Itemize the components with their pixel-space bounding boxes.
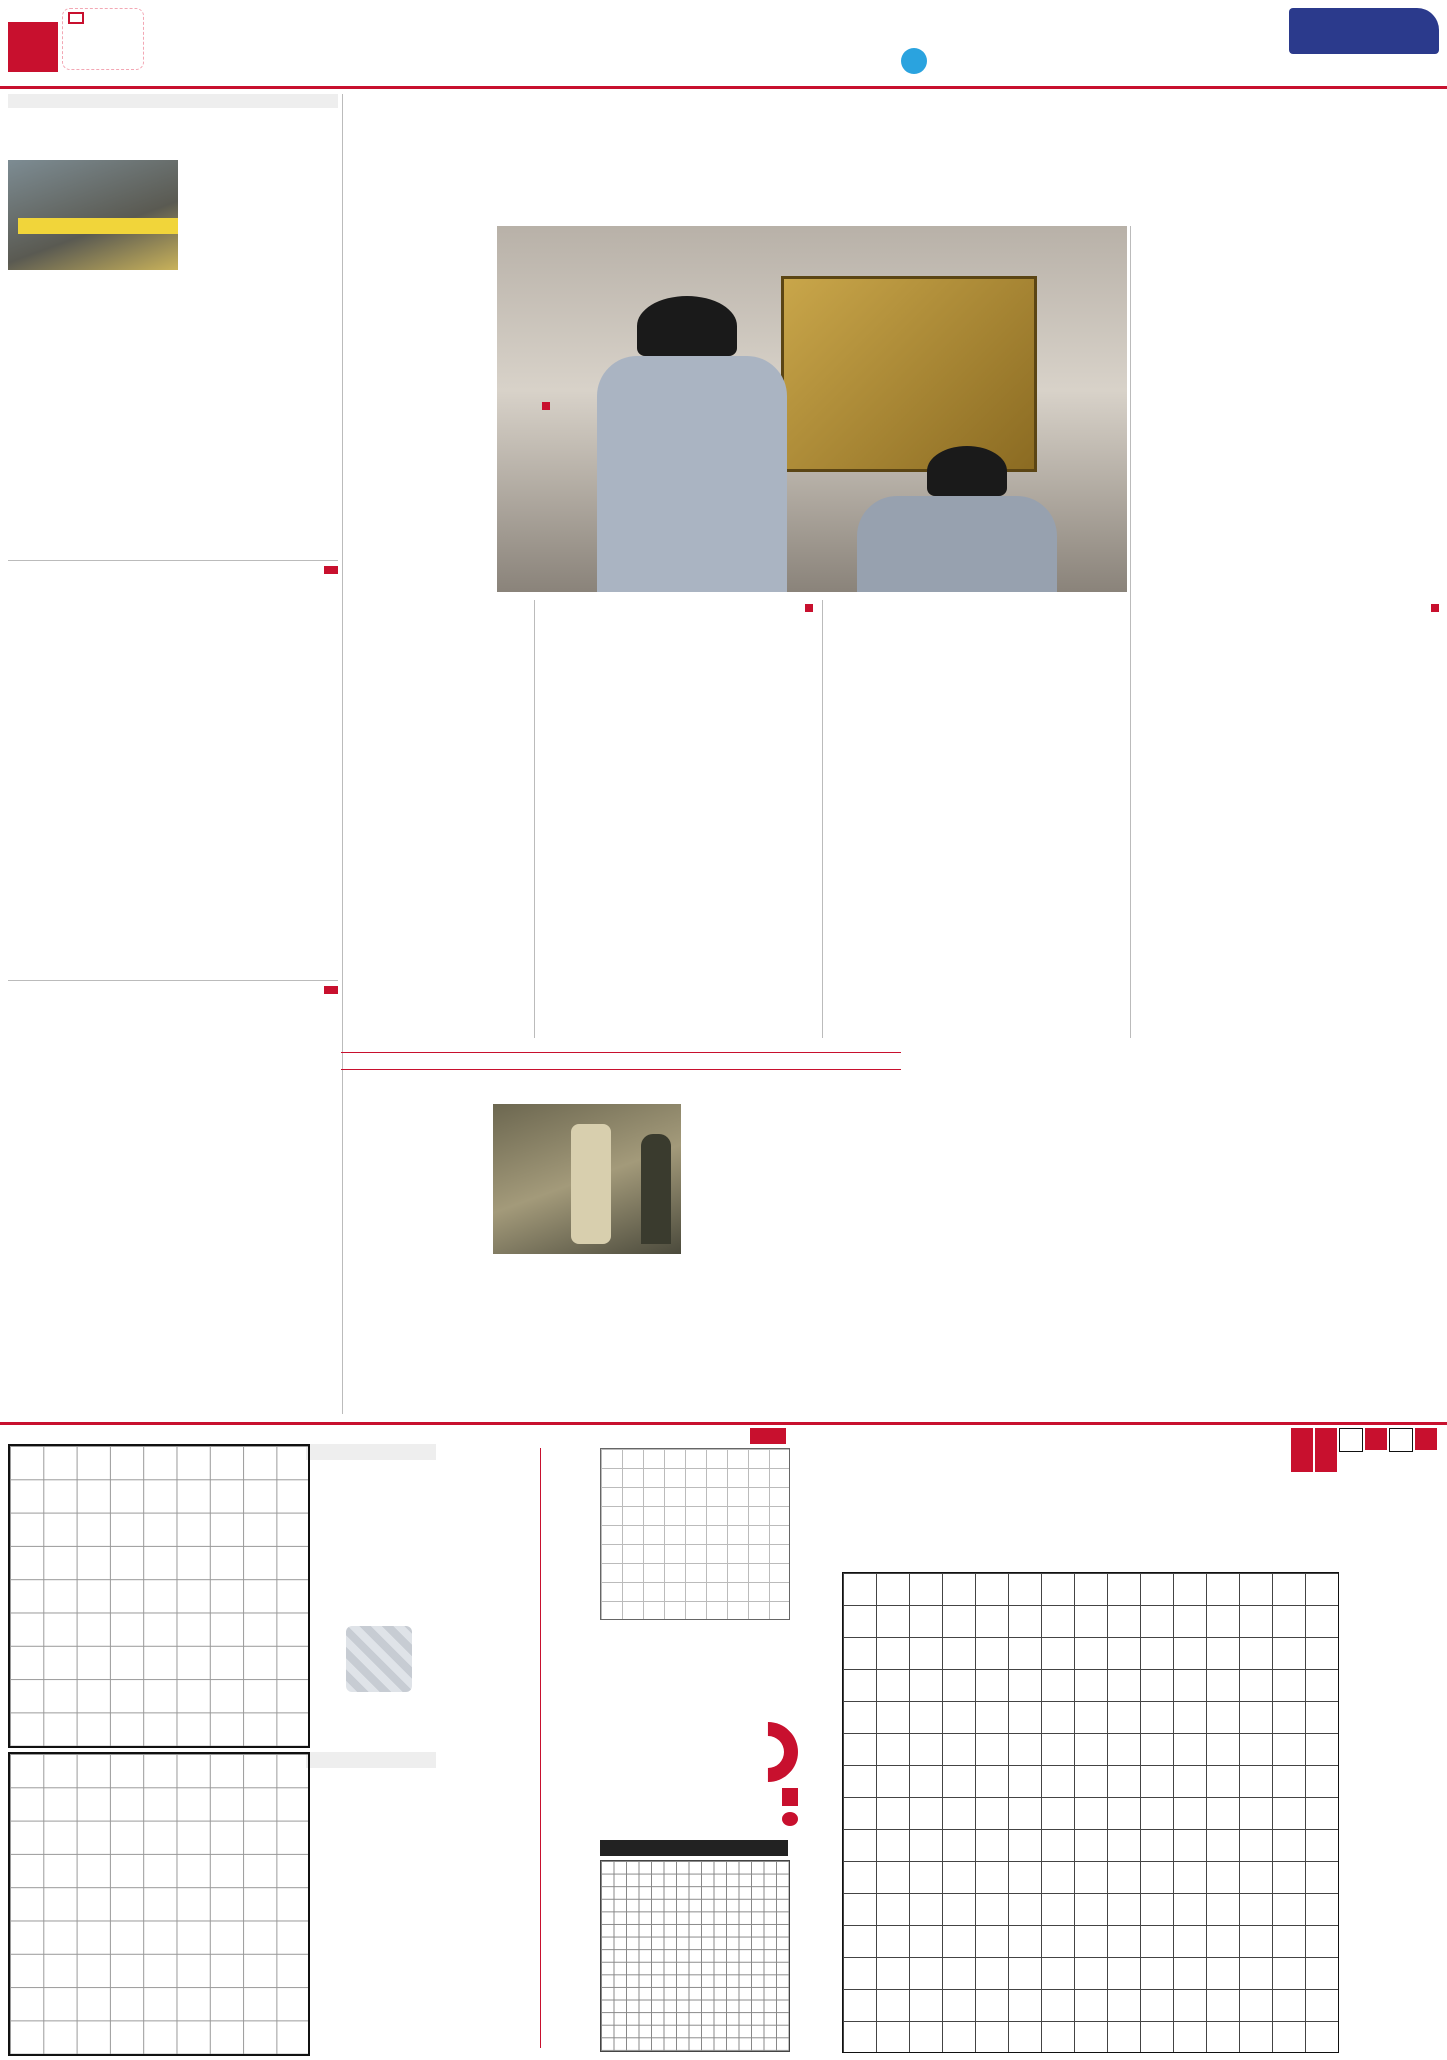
answer-label	[600, 1840, 788, 1856]
title-letter	[1415, 1428, 1437, 1450]
masthead	[1289, 8, 1439, 70]
bullet-icon	[542, 402, 550, 410]
page-number	[8, 22, 58, 72]
column-divider	[1130, 226, 1131, 1038]
puzzle-section-rule	[0, 1422, 1447, 1425]
guard-figure	[857, 496, 1057, 592]
column-divider	[342, 94, 343, 1414]
title-letter	[1365, 1428, 1387, 1450]
telegram-promo[interactable]	[697, 44, 927, 84]
report-2-column-3	[350, 1092, 550, 1414]
guard-cap	[927, 446, 1007, 496]
easy-solution-grid	[600, 1448, 790, 1620]
crossword-grid[interactable]	[842, 1572, 1339, 2053]
story-divider	[8, 980, 338, 981]
solve-easy-label	[572, 1466, 592, 1666]
lead-column-4	[350, 94, 550, 394]
sudoku-cube-icon	[346, 1626, 412, 1692]
lead-column-2	[831, 600, 1121, 1040]
sudoku-rules	[306, 1526, 526, 1636]
telegram-icon	[901, 48, 927, 74]
easy-sudoku-grid[interactable]	[8, 1444, 310, 1748]
column-divider	[822, 600, 823, 1038]
red-marker	[324, 566, 338, 574]
answer-grid	[600, 1860, 790, 2052]
bullet-icon	[1431, 604, 1439, 612]
lead-column-2b	[543, 640, 813, 1040]
sidebar-tag	[8, 94, 338, 108]
hard-sudoku-grid[interactable]	[8, 1752, 310, 2056]
issue-digit	[1315, 1428, 1337, 1450]
question-mark-icon	[728, 1722, 798, 1832]
puzzle-number	[750, 1428, 786, 1444]
title-letter	[1339, 1428, 1363, 1452]
solve-hard-label	[572, 1680, 592, 1860]
sudoku-about	[306, 1850, 526, 1940]
sidebar-story-3	[8, 1022, 338, 1418]
masthead-logo	[1289, 8, 1439, 54]
story-divider	[8, 560, 338, 561]
across-clues	[1179, 1456, 1439, 1556]
embassy-plaque	[781, 276, 1037, 472]
sidebar-story-1	[8, 156, 342, 556]
lead-photo	[497, 226, 1127, 592]
crossword-title	[1287, 1428, 1437, 1456]
guard-cap	[637, 296, 737, 356]
lead-column-3b	[350, 418, 550, 1038]
lead-subhead-3	[350, 398, 550, 413]
guard-figure	[597, 356, 787, 592]
sidebar-story-2	[8, 600, 338, 970]
crossword-column-numbers	[844, 1552, 1339, 1568]
bullet-icon	[805, 604, 813, 612]
lead-subhead-2	[543, 600, 813, 615]
lead-column-1	[1139, 226, 1439, 596]
ancient-pillar	[571, 1124, 611, 1244]
report-2-column-2	[691, 1104, 1121, 1414]
lead-column-1b	[1139, 638, 1439, 1038]
designer-credit	[572, 1872, 592, 2042]
red-marker	[324, 986, 338, 994]
section-emblem-icon	[62, 8, 144, 70]
archaeologist-figure	[641, 1134, 671, 1244]
title-letter	[1389, 1428, 1413, 1452]
easy-sudoku-label	[306, 1444, 436, 1460]
hard-sudoku-label	[306, 1752, 436, 1768]
lead-subhead-1	[1139, 600, 1439, 615]
report-tag	[341, 1052, 901, 1070]
report-2-column-1	[1139, 1092, 1439, 1414]
puzzle-divider	[540, 1448, 561, 2048]
crossword-clues	[1179, 1456, 1439, 1556]
issue-digit	[1291, 1428, 1313, 1450]
